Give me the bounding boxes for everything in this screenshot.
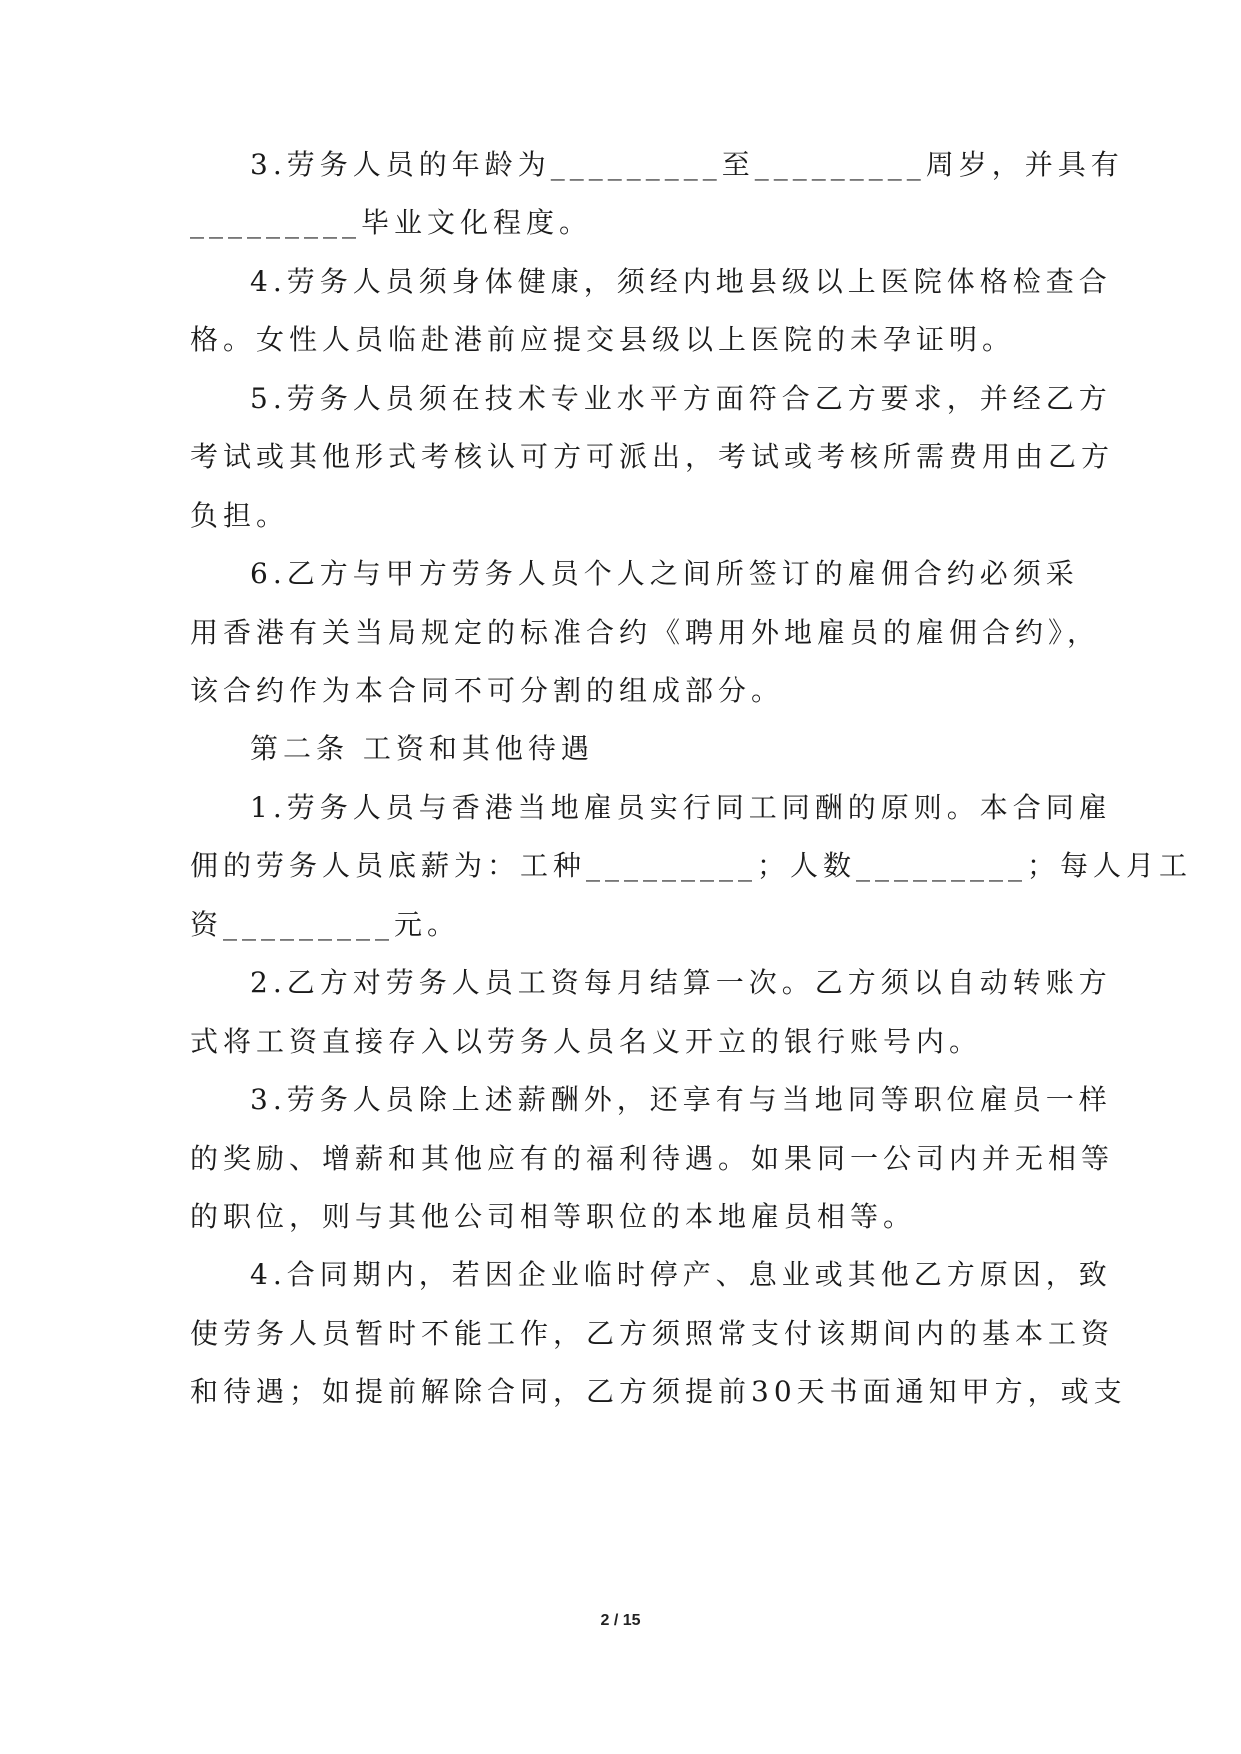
paragraph-line: 该合约作为本合同不可分割的组成部分。 [190,674,785,707]
paragraph-line: 的职位，则与其他公司相等职位的本地雇员相等。 [190,1200,917,1233]
paragraph-line: 和待遇；如提前解除合同，乙方须提前30天书面通知甲方，或支 [190,1375,1127,1408]
paragraph-line: 资_________元。 [190,908,461,941]
paragraph-line: 3.劳务人员的年龄为_________至_________周岁，并具有 [250,148,1124,181]
paragraph-line: 格。女性人员临赴港前应提交县级以上医院的未孕证明。 [190,323,1016,356]
paragraph-line: 佣的劳务人员底薪为：工种_________；人数_________；每人月工 [190,849,1193,882]
paragraph-line: 的奖励、增薪和其他应有的福利待遇。如果同一公司内并无相等 [190,1142,1115,1175]
section-heading: 第二条 工资和其他待遇 [250,732,594,765]
paragraph-line: 4.合同期内，若因企业临时停产、息业或其他乙方原因，致 [250,1258,1112,1291]
paragraph-line: _________毕业文化程度。 [190,206,593,239]
paragraph-line: 6.乙方与甲方劳务人员个人之间所签订的雇佣合约必须采 [250,557,1079,590]
paragraph-line: 负担。 [190,499,290,532]
paragraph-line: 4.劳务人员须身体健康，须经内地县级以上医院体格检查合 [250,265,1112,298]
paragraph-line: 考试或其他形式考核认可方可派出，考试或考核所需费用由乙方 [190,440,1115,473]
page-number: 2 / 15 [600,1612,641,1629]
paragraph-line: 用香港有关当局规定的标准合约《聘用外地雇员的雇佣合约》， [190,616,1101,649]
paragraph-line: 1.劳务人员与香港当地雇员实行同工同酬的原则。本合同雇 [250,791,1112,824]
paragraph-line: 式将工资直接存入以劳务人员名义开立的银行账号内。 [190,1025,983,1058]
paragraph-line: 2.乙方对劳务人员工资每月结算一次。乙方须以自动转账方 [250,966,1112,999]
paragraph-line: 3.劳务人员除上述薪酬外，还享有与当地同等职位雇员一样 [250,1083,1112,1116]
paragraph-line: 使劳务人员暂时不能工作，乙方须照常支付该期间内的基本工资 [190,1317,1115,1350]
paragraph-line: 5.劳务人员须在技术专业水平方面符合乙方要求，并经乙方 [250,382,1112,415]
